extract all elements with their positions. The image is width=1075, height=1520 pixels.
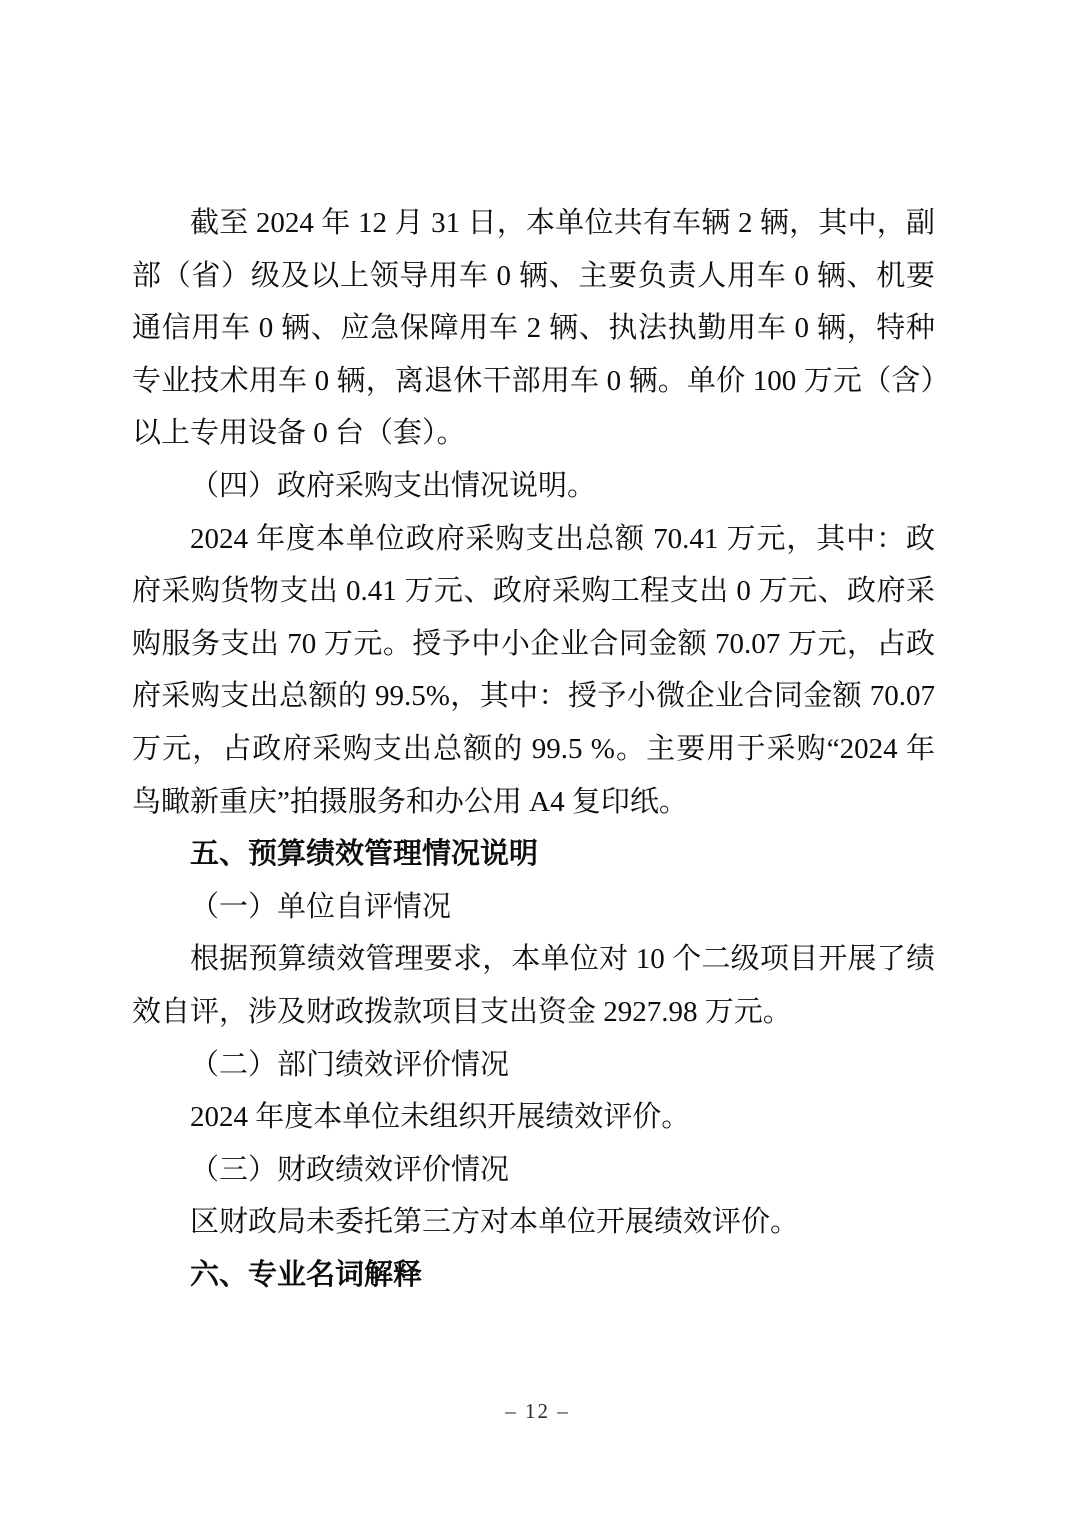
heading-section-6-terminology: 六、专业名词解释: [190, 1258, 423, 1291]
paragraph-unit-self-evaluation: 根据预算绩效管理要求，本单位对 10 个二级项目开展了绩效自评，涉及财政拨款项目支出资金 2927.98 万元。: [132, 943, 935, 1028]
subheading-department-evaluation: （二）部门绩效评价情况: [190, 1048, 510, 1081]
subheading-unit-self-evaluation: （一）单位自评情况: [190, 890, 452, 923]
page-number: – 12 –: [505, 1399, 570, 1423]
paragraph-vehicle-and-equipment: 截至 2024 年 12 月 31 日，本单位共有车辆 2 辆，其中，副部（省）级及以上领导用车 0 辆、主要负责人用车 0 辆、机要通信用车 0 辆、应急保障用车 2 辆、执法执勤用车 0 辆，特种专业技术用车 0 辆，离退休干部用车 0 辆。单价 100 万元（含）以上专用设备 0 台（套）。: [132, 207, 935, 450]
paragraph-fiscal-evaluation: 区财政局未委托第三方对本单位开展绩效评价。: [190, 1206, 800, 1239]
paragraph-department-evaluation: 2024 年度本单位未组织开展绩效评价。: [190, 1101, 691, 1134]
heading-section-5-budget-performance: 五、预算绩效管理情况说明: [190, 838, 539, 871]
paragraph-gov-procurement-detail: 2024 年度本单位政府采购支出总额 70.41 万元，其中：政府采购货物支出 0.41 万元、政府采购工程支出 0 万元、政府采购服务支出 70 万元。授予中小企业合同金额 70.07 万元，占政府采购支出总额的 99.5%，其中：授予小微企业合同金额 70.07 万元，占政府采购支出总额的 99.5 %。主要用于采购“2024 年鸟瞰新重庆”拍摄服务和办公用 A4 复印纸。: [132, 522, 935, 818]
subheading-gov-procurement: （四）政府采购支出情况说明。: [190, 469, 597, 502]
page-footer: [0, 1399, 1075, 1424]
subheading-fiscal-evaluation: （三）财政绩效评价情况: [190, 1153, 510, 1186]
document-content: [132, 197, 935, 1301]
